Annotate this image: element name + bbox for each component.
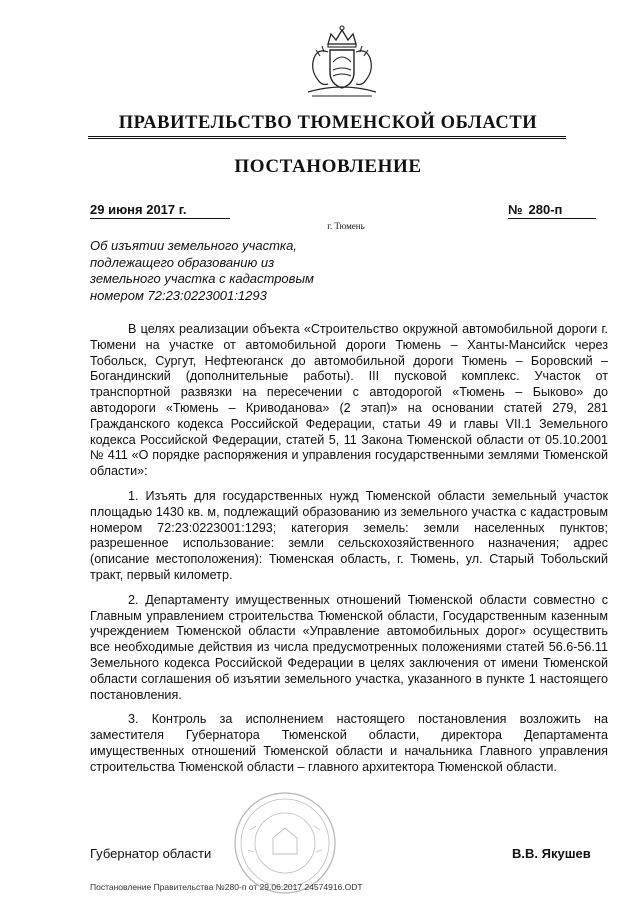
number-value: 280-п	[528, 202, 563, 217]
document-body	[90, 322, 608, 785]
clause-2-paragraph: 2. Департаменту имущественных отношений Тюменской области совместно с Главным управлением строительства Тюменской области, Государственным казенным учреждением Тюменской области «Управление автомобильных дорог» осуществить все необходимые действия из числа предусмотренных положениями статей 56.6-56.11 Земельного кодекса Российской Федерации в целях заключения от имени Тюменской области соглашения об изъятии земельного участка, указанного в пункте 1 настоящего постановления.	[90, 592, 608, 702]
document-number	[508, 202, 596, 219]
preamble-paragraph: В целях реализации объекта «Строительство окружной автомобильной дороги г. Тюмени на участке от автомобильной дороги Тюмень – Ханты-Мансийск через Тобольск, Сургут, Нефтеюганск до автомобильной дороги Тюмень – Боровский – Богандинский (дополнительные работы). III пусковой комплекс. Участок от транспортной развязки на пересечении с автодорогой «Тюмень – Быково» до автодороги «Тюмень – Криводанова» (2 этап)» на основании статей 279, 281 Гражданского кодекса Российской Федерации, статьи 49 и главы VII.1 Земельного кодекса Российской Федерации, статей 5, 11 Закона Тюменской области от 05.10.2001 № 411 «О порядке распоряжения и управления государственными землями Тюменской области»:	[90, 322, 608, 479]
coat-of-arms-icon	[298, 22, 386, 104]
official-seal-icon	[232, 790, 338, 896]
document-subject	[90, 238, 370, 304]
document-city: г. Тюмень	[327, 221, 365, 231]
document-type: ПОСТАНОВЛЕНИЕ	[234, 156, 422, 177]
document-date: 29 июня 2017 г.	[90, 202, 230, 219]
subject-line: подлежащего образованию из	[90, 254, 275, 270]
subject-line: номером 72:23:0223001:1293	[90, 287, 267, 303]
document-footer: Постановление Правительства №280-п от 29.06.2017 24574916.ODT	[90, 882, 363, 892]
clause-1-paragraph: 1. Изъять для государственных нужд Тюменской области земельный участок площадью 1430 кв. м, подлежащий образованию из земельного участка с кадастровым номером 72:23:0223001:1293; категория земель: земли населенных пунктов; разрешенное использование: земли сельскохозяйственного назначения; адрес (описание местоположения): Тюменская область, г. Тюмень, ул. Старый Тобольский тракт, первый километр.	[90, 488, 608, 582]
subject-line: Об изъятии земельного участка,	[90, 238, 297, 253]
org-title: ПРАВИТЕЛЬСТВО ТЮМЕНСКОЙ ОБЛАСТИ	[118, 113, 538, 133]
signature-position: Губернатор области	[90, 846, 212, 861]
clause-3-paragraph: 3. Контроль за исполнением настоящего постановления возложить на заместителя Губернатора Тюменской области, директора Департамента имущественных отношений Тюменской области и начальника Главного управления строительства Тюменской области – главного архитектора Тюменской области.	[90, 712, 608, 774]
signature-name: В.В. Якушев	[512, 846, 591, 861]
title-divider	[88, 136, 566, 139]
number-label: №	[508, 202, 523, 217]
subject-line: земельного участка с кадастровым	[90, 271, 314, 286]
